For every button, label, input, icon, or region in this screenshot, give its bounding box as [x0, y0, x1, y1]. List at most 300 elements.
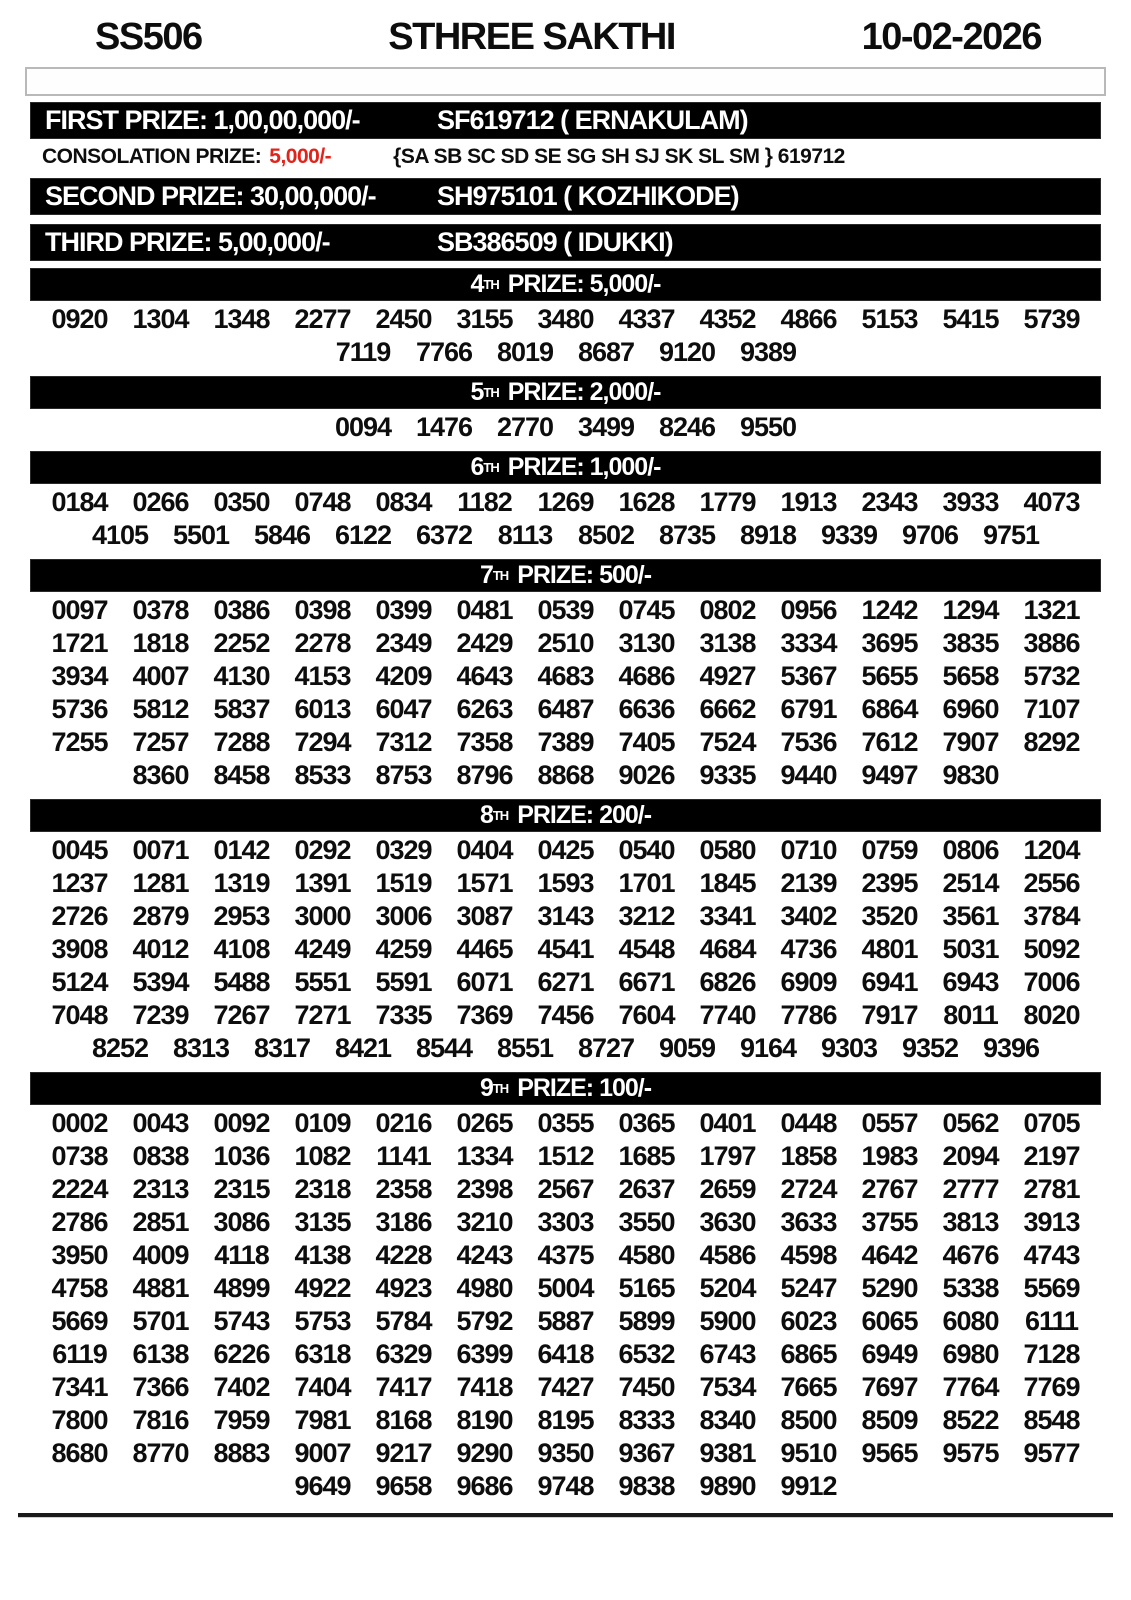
third-prize-bar — [30, 224, 1101, 261]
winning-number: 6013 — [294, 694, 351, 724]
winning-number: 4249 — [294, 934, 351, 964]
winning-number: 0425 — [537, 835, 594, 865]
winning-number: 3933 — [942, 487, 999, 517]
winning-number: 0355 — [537, 1108, 594, 1138]
winning-number: 3138 — [699, 628, 756, 658]
prize-ordinal-suffix: TH — [492, 1081, 509, 1096]
winning-number: 0920 — [51, 304, 108, 334]
prize-title-text: PRIZE: 500/- — [517, 561, 652, 589]
draw-date: 10-02-2026 — [861, 16, 1041, 58]
winning-number: 2224 — [51, 1174, 108, 1204]
second-prize-label: SECOND PRIZE: 30,00,000/- — [45, 181, 376, 211]
winning-number: 7769 — [1023, 1372, 1080, 1402]
winning-number: 6329 — [375, 1339, 432, 1369]
winning-number: 8333 — [618, 1405, 675, 1435]
winning-number: 0092 — [213, 1108, 270, 1138]
winning-number: 2659 — [699, 1174, 756, 1204]
prize-numbers-grid — [28, 594, 1103, 792]
winning-number: 0043 — [132, 1108, 189, 1138]
winning-number: 4337 — [618, 304, 675, 334]
winning-number: 8680 — [51, 1438, 108, 1468]
winning-number: 0401 — [699, 1108, 756, 1138]
winning-number: 7128 — [1023, 1339, 1080, 1369]
winning-number: 2514 — [942, 868, 999, 898]
winning-number: 4866 — [780, 304, 837, 334]
winning-number: 8113 — [497, 520, 553, 550]
winning-number: 6023 — [780, 1306, 837, 1336]
winning-number: 8918 — [739, 520, 797, 550]
winning-number: 9389 — [739, 337, 797, 367]
winning-number: 0365 — [618, 1108, 675, 1138]
winning-number: 4352 — [699, 304, 756, 334]
consolation-amount: 5,000/- — [269, 144, 332, 168]
winning-number: 9577 — [1023, 1438, 1080, 1468]
winning-number: 5669 — [51, 1306, 108, 1336]
winning-number: 7366 — [132, 1372, 189, 1402]
winning-number: 1593 — [537, 868, 594, 898]
winning-number: 5887 — [537, 1306, 594, 1336]
prize-section — [0, 376, 1131, 444]
winning-number: 8195 — [537, 1405, 594, 1435]
winning-number: 7048 — [51, 1000, 108, 1030]
prize-section-title-bar — [30, 376, 1101, 409]
winning-number: 1571 — [456, 868, 513, 898]
winning-number: 6671 — [618, 967, 675, 997]
winning-number: 0710 — [780, 835, 837, 865]
winning-number: 7524 — [699, 727, 756, 757]
winning-number: 2879 — [132, 901, 189, 931]
winning-number: 5415 — [942, 304, 999, 334]
winning-number: 3835 — [942, 628, 999, 658]
winning-number: 0562 — [942, 1108, 999, 1138]
winning-number: 4586 — [699, 1240, 756, 1270]
winning-number: 6636 — [618, 694, 675, 724]
winning-number: 0759 — [861, 835, 918, 865]
winning-number: 6399 — [456, 1339, 513, 1369]
winning-number: 7288 — [213, 727, 270, 757]
winning-number: 2252 — [213, 628, 270, 658]
winning-number: 0956 — [780, 595, 837, 625]
winning-number: 8340 — [699, 1405, 756, 1435]
winning-number: 7335 — [375, 1000, 432, 1030]
winning-number: 8502 — [577, 520, 635, 550]
winning-number: 3006 — [375, 901, 432, 931]
winning-number: 3886 — [1023, 628, 1080, 658]
prize-section — [0, 559, 1131, 792]
winning-number: 6071 — [456, 967, 513, 997]
winning-number: 2851 — [132, 1207, 189, 1237]
winning-number: 7107 — [1023, 694, 1080, 724]
prize-sections — [0, 268, 1131, 1503]
winning-number: 3135 — [294, 1207, 351, 1237]
first-prize-ticket: SF619712 ( ERNAKULAM) — [437, 105, 748, 135]
winning-number: 6418 — [537, 1339, 594, 1369]
winning-number: 0184 — [51, 487, 108, 517]
winning-number: 1141 — [376, 1141, 431, 1171]
winning-number: 7959 — [213, 1405, 270, 1435]
winning-number: 4643 — [456, 661, 513, 691]
winning-number: 7665 — [780, 1372, 837, 1402]
second-prize-bar — [30, 178, 1101, 215]
winning-number: 8011 — [943, 1000, 998, 1030]
winning-number: 1913 — [780, 487, 837, 517]
winning-number: 7766 — [415, 337, 473, 367]
winning-number: 0540 — [618, 835, 675, 865]
winning-number: 7786 — [780, 1000, 837, 1030]
winning-number: 5394 — [132, 967, 189, 997]
winning-number: 3561 — [942, 901, 999, 931]
winning-number: 2637 — [618, 1174, 675, 1204]
winning-number: 5290 — [861, 1273, 918, 1303]
winning-number: 3143 — [537, 901, 594, 931]
winning-number: 0142 — [213, 835, 270, 865]
winning-number: 0806 — [942, 835, 999, 865]
winning-number: 3755 — [861, 1207, 918, 1237]
winning-number: 1512 — [537, 1141, 594, 1171]
winning-number: 0329 — [375, 835, 432, 865]
prize-ordinal: 8 — [479, 801, 493, 829]
winning-number: 7536 — [780, 727, 837, 757]
draw-number: SS506 — [95, 16, 202, 58]
winning-number: 7389 — [537, 727, 594, 757]
consolation-series: {SA SB SC SD SE SG SH SJ SK SL SM } 619712 — [393, 144, 845, 168]
winning-number: 5792 — [456, 1306, 513, 1336]
winning-number: 4007 — [132, 661, 189, 691]
winning-number: 7450 — [618, 1372, 675, 1402]
winning-number: 1701 — [618, 868, 675, 898]
winning-number: 8868 — [537, 760, 594, 790]
winning-number: 1334 — [456, 1141, 513, 1171]
empty-notice-box — [25, 67, 1106, 96]
winning-number: 8190 — [456, 1405, 513, 1435]
winning-number: 4686 — [618, 661, 675, 691]
winning-number: 8796 — [456, 760, 513, 790]
winning-number: 7369 — [456, 1000, 513, 1030]
prize-title-text: PRIZE: 1,000/- — [507, 453, 661, 481]
winning-number: 2318 — [294, 1174, 351, 1204]
winning-number: 7534 — [699, 1372, 756, 1402]
winning-number: 7341 — [51, 1372, 108, 1402]
winning-number: 6372 — [415, 520, 473, 550]
winning-number: 7267 — [213, 1000, 270, 1030]
winning-number: 3480 — [537, 304, 594, 334]
winning-number: 7907 — [942, 727, 999, 757]
winning-number: 4243 — [456, 1240, 513, 1270]
winning-number: 5743 — [213, 1306, 270, 1336]
winning-number: 7981 — [294, 1405, 351, 1435]
winning-number: 3155 — [456, 304, 513, 334]
winning-number: 6909 — [780, 967, 837, 997]
winning-number: 3402 — [780, 901, 837, 931]
winning-number: 3908 — [51, 934, 108, 964]
winning-number: 0398 — [294, 595, 351, 625]
winning-number: 1391 — [294, 868, 351, 898]
winning-number: 7418 — [456, 1372, 513, 1402]
winning-number: 9026 — [618, 760, 675, 790]
winning-number: 0265 — [456, 1108, 513, 1138]
winning-number: 9510 — [780, 1438, 837, 1468]
winning-number: 7255 — [51, 727, 108, 757]
winning-number: 8313 — [172, 1033, 230, 1063]
winning-number: 6980 — [942, 1339, 999, 1369]
winning-number: 8509 — [861, 1405, 918, 1435]
winning-number: 8727 — [577, 1033, 635, 1063]
winning-number: 2358 — [375, 1174, 432, 1204]
winning-number: 7816 — [132, 1405, 189, 1435]
winning-number: 9575 — [942, 1438, 999, 1468]
winning-number: 6138 — [132, 1339, 189, 1369]
winning-number: 9748 — [537, 1471, 594, 1501]
prize-numbers-grid — [28, 834, 1103, 1065]
winning-number: 5739 — [1023, 304, 1080, 334]
winning-number: 5247 — [780, 1273, 837, 1303]
winning-number: 5488 — [213, 967, 270, 997]
winning-number: 4684 — [699, 934, 756, 964]
winning-number: 5784 — [375, 1306, 432, 1336]
winning-number: 8770 — [132, 1438, 189, 1468]
winning-number: 1242 — [861, 595, 918, 625]
winning-number: 9658 — [375, 1471, 432, 1501]
winning-number: 4922 — [294, 1273, 351, 1303]
winning-number: 3334 — [780, 628, 837, 658]
winning-number: 1082 — [294, 1141, 351, 1171]
winning-number: 7417 — [375, 1372, 432, 1402]
winning-number: 4758 — [51, 1273, 108, 1303]
winning-number: 4228 — [375, 1240, 432, 1270]
consolation-label: CONSOLATION PRIZE: — [42, 144, 262, 168]
winning-number: 8522 — [942, 1405, 999, 1435]
winning-number: 5658 — [942, 661, 999, 691]
winning-number: 5165 — [618, 1273, 675, 1303]
winning-number: 3813 — [942, 1207, 999, 1237]
prize-title-text: PRIZE: 100/- — [517, 1074, 652, 1102]
winning-number: 3210 — [456, 1207, 513, 1237]
winning-number: 3000 — [294, 901, 351, 931]
winning-number: 9497 — [861, 760, 918, 790]
winning-number: 3630 — [699, 1207, 756, 1237]
winning-number: 7312 — [375, 727, 432, 757]
winning-number: 5551 — [294, 967, 351, 997]
winning-number: 1321 — [1023, 595, 1080, 625]
prize-ordinal: 7 — [479, 561, 493, 589]
winning-number: 8544 — [415, 1033, 473, 1063]
winning-number: 9059 — [658, 1033, 716, 1063]
winning-number: 4012 — [132, 934, 189, 964]
prize-section-title-bar — [30, 1072, 1101, 1105]
winning-number: 5655 — [861, 661, 918, 691]
winning-number: 4548 — [618, 934, 675, 964]
winning-number: 4009 — [132, 1240, 189, 1270]
prize-section-title-bar — [30, 559, 1101, 592]
prize-numbers-grid — [28, 411, 1103, 444]
prize-title-text: PRIZE: 2,000/- — [507, 378, 661, 406]
winning-number: 8317 — [253, 1033, 311, 1063]
prize-section-title-bar — [30, 799, 1101, 832]
winning-number: 4642 — [861, 1240, 918, 1270]
winning-number: 0834 — [375, 487, 432, 517]
winning-number: 9440 — [780, 760, 837, 790]
winning-number: 6065 — [861, 1306, 918, 1336]
winning-number: 9649 — [294, 1471, 351, 1501]
winning-number: 1204 — [1023, 835, 1080, 865]
winning-number: 6791 — [780, 694, 837, 724]
winning-number: 6826 — [699, 967, 756, 997]
winning-number: 8533 — [294, 760, 351, 790]
winning-number: 4676 — [942, 1240, 999, 1270]
winning-number: 7294 — [294, 727, 351, 757]
winning-number: 1476 — [415, 412, 473, 442]
winning-number: 5031 — [942, 934, 999, 964]
prize-title-text: PRIZE: 5,000/- — [507, 270, 661, 298]
winning-number: 2395 — [861, 868, 918, 898]
winning-number: 1628 — [618, 487, 675, 517]
winning-number: 4130 — [213, 661, 270, 691]
winning-number: 7427 — [537, 1372, 594, 1402]
winning-number: 7456 — [537, 1000, 594, 1030]
winning-number: 9367 — [618, 1438, 675, 1468]
winning-number: 5092 — [1023, 934, 1080, 964]
winning-number: 0745 — [618, 595, 675, 625]
winning-number: 3341 — [699, 901, 756, 931]
winning-number: 3950 — [51, 1240, 108, 1270]
winning-number: 3550 — [618, 1207, 675, 1237]
winning-number: 1237 — [51, 868, 108, 898]
winning-number: 6487 — [537, 694, 594, 724]
winning-number: 3784 — [1023, 901, 1080, 931]
winning-number: 9007 — [294, 1438, 351, 1468]
winning-number: 5591 — [375, 967, 432, 997]
winning-number: 3934 — [51, 661, 108, 691]
winning-number: 3086 — [213, 1207, 270, 1237]
winning-number: 9381 — [699, 1438, 756, 1468]
winning-number: 8548 — [1023, 1405, 1080, 1435]
header — [0, 0, 1131, 65]
prize-ordinal-suffix: TH — [492, 808, 509, 823]
winning-number: 1983 — [861, 1141, 918, 1171]
winning-number: 6662 — [699, 694, 756, 724]
winning-number: 1779 — [699, 487, 756, 517]
winning-number: 6865 — [780, 1339, 837, 1369]
winning-number: 5899 — [618, 1306, 675, 1336]
winning-number: 8252 — [91, 1033, 149, 1063]
winning-number: 3186 — [375, 1207, 432, 1237]
winning-number: 9565 — [861, 1438, 918, 1468]
winning-number: 7917 — [861, 1000, 918, 1030]
winning-number: 0838 — [132, 1141, 189, 1171]
winning-number: 3303 — [537, 1207, 594, 1237]
winning-number: 9352 — [901, 1033, 959, 1063]
winning-number: 8421 — [334, 1033, 392, 1063]
winning-number: 5736 — [51, 694, 108, 724]
winning-number: 8020 — [1023, 1000, 1080, 1030]
winning-number: 5569 — [1023, 1273, 1080, 1303]
winning-number: 5124 — [51, 967, 108, 997]
winning-number: 6318 — [294, 1339, 351, 1369]
first-prize-bar — [30, 102, 1101, 139]
winning-number: 7358 — [456, 727, 513, 757]
winning-number: 6122 — [334, 520, 392, 550]
winning-number: 0002 — [51, 1108, 108, 1138]
winning-number: 5846 — [253, 520, 311, 550]
winning-number: 8883 — [213, 1438, 270, 1468]
prize-section — [0, 799, 1131, 1065]
winning-number: 0481 — [456, 595, 513, 625]
winning-number: 9217 — [375, 1438, 432, 1468]
winning-number: 1721 — [51, 628, 108, 658]
winning-number: 7612 — [861, 727, 918, 757]
winning-number: 8019 — [496, 337, 554, 367]
prize-section-title-bar — [30, 268, 1101, 301]
winning-number: 2556 — [1023, 868, 1080, 898]
winning-number: 8735 — [658, 520, 716, 550]
winning-number: 0071 — [132, 835, 189, 865]
winning-number: 2349 — [375, 628, 432, 658]
winning-number: 7006 — [1023, 967, 1080, 997]
winning-number: 3695 — [861, 628, 918, 658]
winning-number: 3212 — [618, 901, 675, 931]
winning-number: 9335 — [699, 760, 756, 790]
winning-number: 8551 — [496, 1033, 554, 1063]
second-prize-ticket: SH975101 ( KOZHIKODE) — [437, 181, 739, 211]
winning-number: 7271 — [294, 1000, 351, 1030]
winning-number: 0404 — [456, 835, 513, 865]
prize-ordinal-suffix: TH — [492, 568, 509, 583]
winning-number: 5204 — [699, 1273, 756, 1303]
winning-number: 0539 — [537, 595, 594, 625]
winning-number: 4259 — [375, 934, 432, 964]
winning-number: 4108 — [213, 934, 270, 964]
winning-number: 8458 — [213, 760, 270, 790]
winning-number: 5701 — [132, 1306, 189, 1336]
winning-number: 5367 — [780, 661, 837, 691]
winning-number: 9706 — [901, 520, 959, 550]
winning-number: 7697 — [861, 1372, 918, 1402]
winning-number: 4105 — [91, 520, 149, 550]
winning-number: 2450 — [375, 304, 432, 334]
winning-number: 2278 — [294, 628, 351, 658]
winning-number: 1348 — [213, 304, 270, 334]
winning-number: 5004 — [537, 1273, 594, 1303]
winning-number: 1519 — [375, 868, 432, 898]
winning-number: 0266 — [132, 487, 189, 517]
winning-number: 4153 — [294, 661, 351, 691]
winning-number: 7257 — [132, 727, 189, 757]
winning-number: 6960 — [942, 694, 999, 724]
winning-number: 9830 — [942, 760, 999, 790]
winning-number: 9838 — [618, 1471, 675, 1501]
prize-section — [0, 268, 1131, 369]
winning-number: 0386 — [213, 595, 270, 625]
prize-ordinal-suffix: TH — [483, 460, 499, 475]
winning-number: 9751 — [982, 520, 1040, 550]
winning-number: 9890 — [699, 1471, 756, 1501]
winning-number: 6743 — [699, 1339, 756, 1369]
winning-number: 4118 — [214, 1240, 269, 1270]
winning-number: 1845 — [699, 868, 756, 898]
winning-number: 1304 — [132, 304, 189, 334]
winning-number: 9290 — [456, 1438, 513, 1468]
winning-number: 5837 — [213, 694, 270, 724]
winning-number: 3913 — [1023, 1207, 1080, 1237]
winning-number: 4073 — [1023, 487, 1080, 517]
winning-number: 4541 — [537, 934, 594, 964]
winning-number: 4598 — [780, 1240, 837, 1270]
consolation-row — [30, 142, 1101, 171]
winning-number: 1797 — [699, 1141, 756, 1171]
winning-number: 4923 — [375, 1273, 432, 1303]
winning-number: 2094 — [942, 1141, 999, 1171]
winning-number: 0350 — [213, 487, 270, 517]
